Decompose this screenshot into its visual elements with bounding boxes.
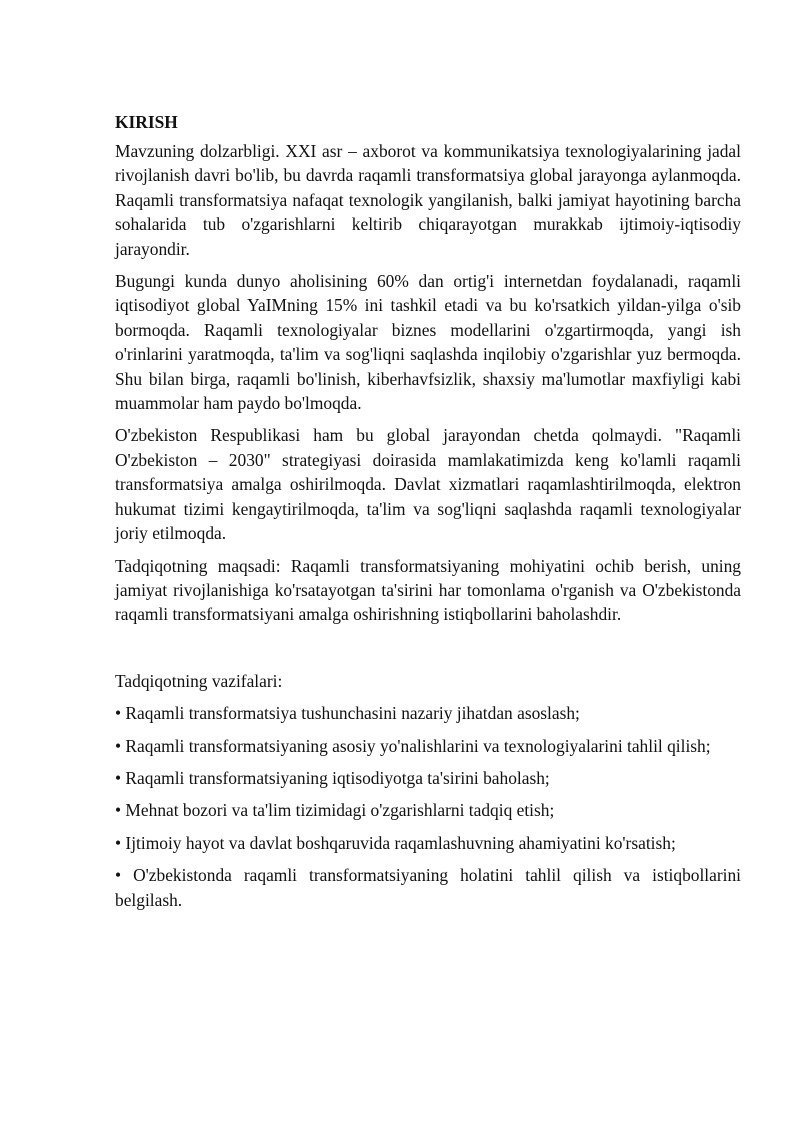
paragraph-relevance: Mavzuning dolzarbligi. XXI asr – axborot va kommunikatsiya texnologiyalarining jadal rivojlanish davri bo'lib, bu davrda raqamli transformatsiya global jarayonga aylanmoqda. Raqamli transformatsiya nafaqat texnologik yangilanish, balki jamiyat hayotining barcha sohalarida tub o'zgarishlarni keltirib chiqarayotgan murakkab ijtimoiy-iqtisodiy jarayondir.	[115, 141, 741, 259]
document-body	[115, 110, 741, 920]
paragraph-uzbekistan: O'zbekiston Respublikasi ham bu global jarayondan chetda qolmaydi. "Raqamli O'zbekiston – 2030" strategiyasi doirasida mamlakatimizda keng ko'lamli raqamli transformatsiya amalga oshirilmoqda. Davlat xizmatlari raqamlashtirilmoqda, elektron hukumat tizimi kengaytirilmoqda, ta'lim va sog'liqni saqlashda raqamli texnologiyalar joriy etilmoqda.	[115, 425, 741, 544]
section-heading: KIRISH	[115, 112, 178, 132]
list-item: • Raqamli transformatsiyaning iqtisodiyotga ta'sirini baholash;	[115, 767, 550, 788]
paragraph-global-context: Bugungi kunda dunyo aholisining 60% dan ortig'i internetdan foydalanadi, raqamli iqtisodiyot global YaIMning 15% ini tashkil etadi va bu ko'rsatkich yildan-yilga o'sib bormoqda. Raqamli texnologiyalar biznes modellarini o'zgartirmoqda, yangi ish o'rinlarini yaratmoqda, ta'lim va sog'liqni saqlashda inqilobiy o'zgarishlar yuz bermoqda. Shu bilan birga, raqamli bo'linish, kiberhavfsizlik, shaxsiy ma'lumotlar maxfiyligi kabi muammolar ham paydo bo'lmoqda.	[115, 271, 741, 414]
list-item: • O'zbekistonda raqamli transformatsiyaning holatini tahlil qilish va istiqbollarini belgilash.	[115, 865, 741, 910]
list-item: • Raqamli transformatsiyaning asosiy yo'nalishlarini va texnologiyalarini tahlil qilish;	[115, 735, 711, 756]
task-list	[115, 701, 741, 912]
list-item: • Raqamli transformatsiya tushunchasini nazariy jihatdan asoslash;	[115, 703, 580, 724]
tasks-heading: Tadqiqotning vazifalari:	[115, 670, 283, 691]
list-item: • Ijtimoiy hayot va davlat boshqaruvida raqamlashuvning ahamiyatini ko'rsatish;	[115, 832, 676, 853]
paragraph-research-goal: Tadqiqotning maqsadi: Raqamli transformatsiyaning mohiyatini ochib berish, uning jamiyat rivojlanishiga ko'rsatayotgan ta'sirini har tomonlama o'rganish va O'zbekistonda raqamli transformatsiyani amalga oshirishning istiqbollarini baholashdir.	[115, 555, 741, 625]
list-item: • Mehnat bozori va ta'lim tizimidagi o'zgarishlarni tadqiq etish;	[115, 800, 555, 821]
spacer	[115, 635, 741, 669]
